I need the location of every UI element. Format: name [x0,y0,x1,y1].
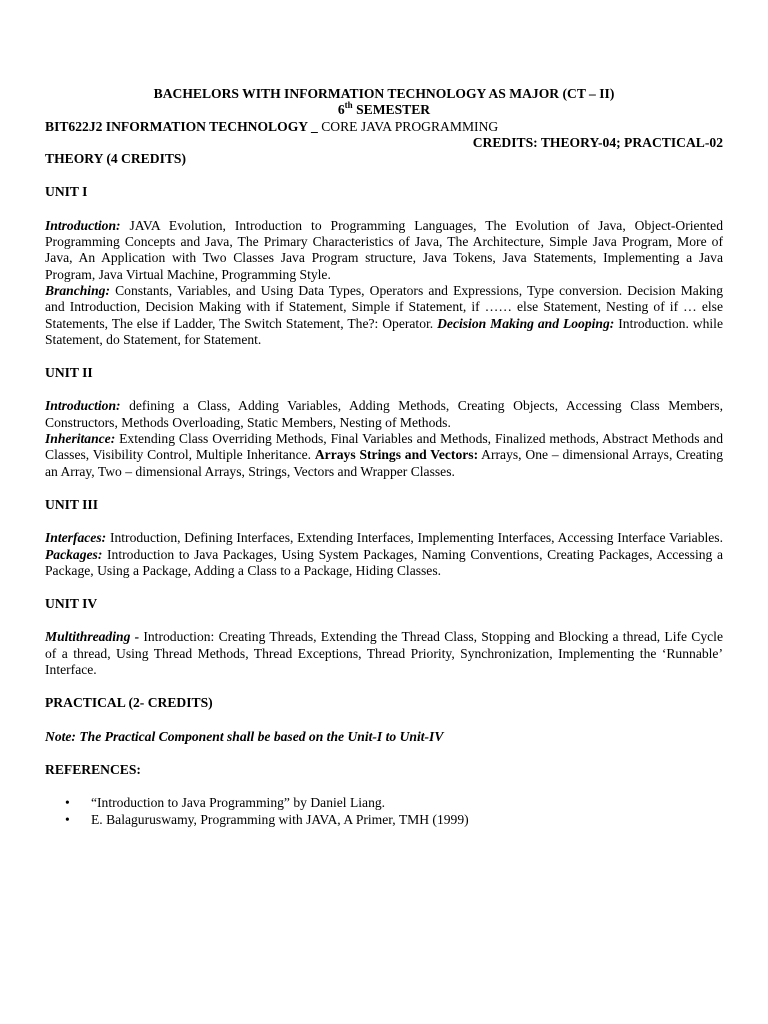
unit-3-body [45,530,723,579]
unit-1-looping-label: Decision Making and Looping: [437,315,615,331]
unit-1-intro-text: JAVA Evolution, Introduction to Programming Languages, The Evolution of Java, Object-Oriented Programming Concepts and Java, The Primary Characteristics of Java, The Architecture, Simple Java Program, More of Java, An Application with Two Classes Java Program structure, Java Tokens, Java Statements, Implementing a Java Program, Java Virtual Machine, Programming Style. [45,217,723,282]
syllabus-page [45,86,723,828]
course-code: BIT622J2 INFORMATION TECHNOLOGY _ [45,118,318,134]
unit-2-arrays-label: Arrays Strings and Vectors: [314,447,479,463]
unit-1-looping-text: Introduction. while Statement, do Statement, for Statement. [45,315,723,347]
references-heading: REFERENCES: [45,761,141,777]
unit-1-intro-label: Introduction: [45,217,121,233]
unit-2-inheritance-label: Inheritance: [45,431,116,447]
reference-item: • “Introduction to Java Programming” by Daniel Liang. [91,795,723,811]
unit-2-introduction [45,398,723,431]
semester-number: 6 [337,102,345,118]
unit-3-packages-label: Packages: [45,546,103,562]
credits-line: CREDITS: THEORY-04; PRACTICAL-02 [472,134,723,150]
semester-suffix: th [344,99,353,110]
unit-1-introduction [45,218,723,283]
reference-item: • E. Balaguruswamy, Programming with JAVA, A Primer, TMH (1999) [91,812,723,828]
unit-2-heading: UNIT II [45,365,93,381]
practical-note: Note: The Practical Component shall be based on the Unit-I to Unit-IV [45,728,444,744]
unit-1-heading: UNIT I [45,184,88,200]
course-line [45,119,723,135]
unit-2-intro-label: Introduction: [45,398,121,414]
course-name: CORE JAVA PROGRAMMING [317,118,499,134]
unit-4-multithreading-text: Introduction: Creating Threads, Extending the Thread Class, Stopping and Blocking a thread, Life Cycle of a thread, Using Thread Methods, Thread Exceptions, Thread Priority, Synchronization, Implementing the ‘Runnable’ Interface. [45,629,723,678]
theory-heading: THEORY (4 CREDITS) [45,151,187,167]
unit-2-inheritance-text: Extending Class Overriding Methods, Final Variables and Methods, Finalized methods, Abstract Methods and Classes, Visibility Control, Multiple Inheritance. [45,431,723,463]
program-title: BACHELORS WITH INFORMATION TECHNOLOGY AS MAJOR (CT – II) [153,86,615,101]
semester-heading [45,99,723,118]
unit-3-interfaces-text: Introduction, Defining Interfaces, Extending Interfaces, Implementing Interfaces, Accessing Interface Variables. [106,530,723,546]
unit-4-body [45,629,723,678]
unit-2-inheritance [45,431,723,480]
unit-1-branching [45,283,723,348]
unit-4-multithreading-label: Multithreading - [45,629,140,645]
unit-1-branching-label: Branching: [45,282,110,298]
unit-2-arrays-text: Arrays, One – dimensional Arrays, Creating an Array, Two – dimensional Arrays, Strings, Vectors and Wrapper Classes. [45,447,723,479]
unit-3-packages-text: Introduction to Java Packages, Using System Packages, Naming Conventions, Creating Packages, Accessing a Package, Using a Package, Adding a Class to a Package, Hiding Classes. [45,546,723,578]
unit-4-heading: UNIT IV [45,596,98,612]
semester-word: SEMESTER [352,102,431,118]
unit-3-interfaces-label: Interfaces: [45,530,107,546]
unit-3-heading: UNIT III [45,496,99,512]
references-list [45,795,723,828]
unit-1-branching-text: Constants, Variables, and Using Data Types, Operators and Expressions, Type conversion. Decision Making and Introduction, Decision Making with if Statement, Simple if Statement, if …… else Statement, Nesting of if … else Statements, The else if Ladder, The Switch Statement, The?: Operator. [45,282,723,331]
practical-heading: PRACTICAL (2- CREDITS) [45,695,213,711]
unit-2-intro-text: defining a Class, Adding Variables, Adding Methods, Creating Objects, Accessing Class Members, Constructors, Methods Overloading, Static Members, Nesting of Methods. [45,398,723,430]
